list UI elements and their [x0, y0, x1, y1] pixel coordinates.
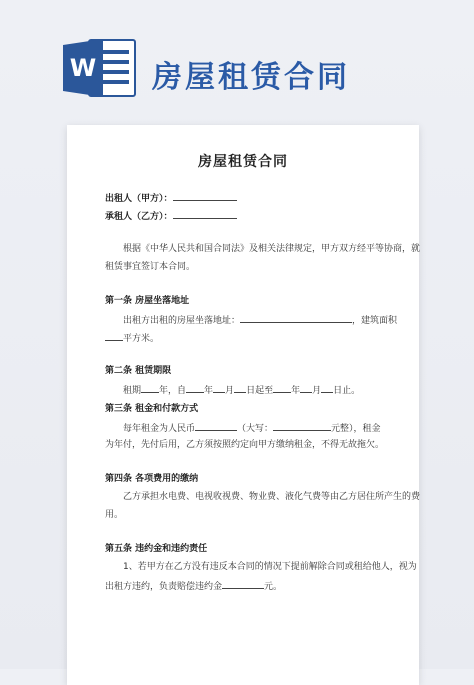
article-5-heading: 第五条 违约金和违约责任 — [105, 544, 208, 554]
lessee-line — [105, 209, 237, 223]
address-blank[interactable] — [240, 313, 352, 323]
article-4-line-2: 用。 — [105, 510, 124, 520]
article-2-text-a: 租期 — [123, 386, 142, 396]
article-2-end-label: 日止。 — [333, 386, 361, 396]
article-3-line-1 — [123, 421, 381, 435]
article-1-text-c: 平方米。 — [123, 334, 160, 344]
article-2-month2-label: 月 — [312, 386, 322, 396]
document-page — [67, 125, 419, 685]
start-month-blank[interactable] — [213, 383, 225, 393]
article-1-text-a: 出租方出租的房屋坐落地址： — [123, 316, 241, 326]
word-icon-letter: W — [69, 54, 97, 82]
end-year-blank[interactable] — [273, 383, 291, 393]
article-3-text-c: 元整），租金 — [331, 424, 381, 434]
article-1-text-b: ，建筑面积 — [352, 316, 398, 326]
article-5-text-a: 出租方违约，负责赔偿违约金 — [105, 582, 223, 592]
article-5-text-b: 元。 — [264, 582, 283, 592]
article-2-from-label: 日起至 — [246, 386, 274, 396]
lessor-label: 出租人（甲方）： — [105, 194, 173, 204]
article-1-line-2 — [105, 331, 159, 345]
lessor-line — [105, 191, 237, 205]
lessee-blank[interactable] — [173, 209, 237, 219]
banner — [0, 0, 474, 120]
article-2-month-label: 月 — [225, 386, 235, 396]
article-2-year2-label: 年 — [204, 386, 214, 396]
term-years-blank[interactable] — [141, 383, 159, 393]
article-1-heading: 第一条 房屋坐落地址 — [105, 296, 190, 306]
word-icon — [63, 38, 137, 98]
article-4-line-1: 乙方承担水电费、电视收视费、物业费、液化气费等由乙方居住所产生的费 — [123, 492, 421, 502]
article-3-heading: 第三条 租金和付款方式 — [105, 404, 199, 414]
rent-amount-blank[interactable] — [195, 421, 237, 431]
intro-line-1: 根据《中华人民共和国合同法》及相关法律规定，甲方双方经平等协商，就 — [123, 244, 421, 254]
intro-line-2: 租赁事宜签订本合同。 — [105, 262, 196, 272]
article-1-line-1 — [123, 313, 397, 327]
lessee-label: 承租人（乙方）： — [105, 212, 173, 222]
start-year-blank[interactable] — [186, 383, 204, 393]
article-5-line-2 — [105, 579, 282, 593]
end-month-blank[interactable] — [300, 383, 312, 393]
start-day-blank[interactable] — [234, 383, 246, 393]
document-title: 房屋租赁合同 — [198, 154, 288, 170]
article-2-line-1 — [123, 383, 360, 397]
article-2-heading: 第二条 租赁期限 — [105, 366, 172, 376]
article-3-text-a: 每年租金为人民币 — [123, 424, 196, 434]
article-2-year3-label: 年 — [291, 386, 301, 396]
area-blank[interactable] — [105, 331, 123, 341]
article-3-line-2: 为年付，先付后用，乙方须按照约定向甲方缴纳租金，不得无故拖欠。 — [105, 440, 385, 450]
lessor-blank[interactable] — [173, 191, 237, 201]
article-2-year-label: 年，自 — [159, 386, 187, 396]
banner-title: 房屋租赁合同 — [152, 60, 350, 95]
penalty-blank[interactable] — [222, 579, 264, 589]
rent-uppercase-blank[interactable] — [273, 421, 331, 431]
article-3-text-b: （大写： — [237, 424, 274, 434]
article-5-line-1: 1、若甲方在乙方没有违反本合同的情况下提前解除合同或租给他人，视为 — [123, 562, 417, 572]
end-day-blank[interactable] — [321, 383, 333, 393]
article-4-heading: 第四条 各项费用的缴纳 — [105, 474, 199, 484]
